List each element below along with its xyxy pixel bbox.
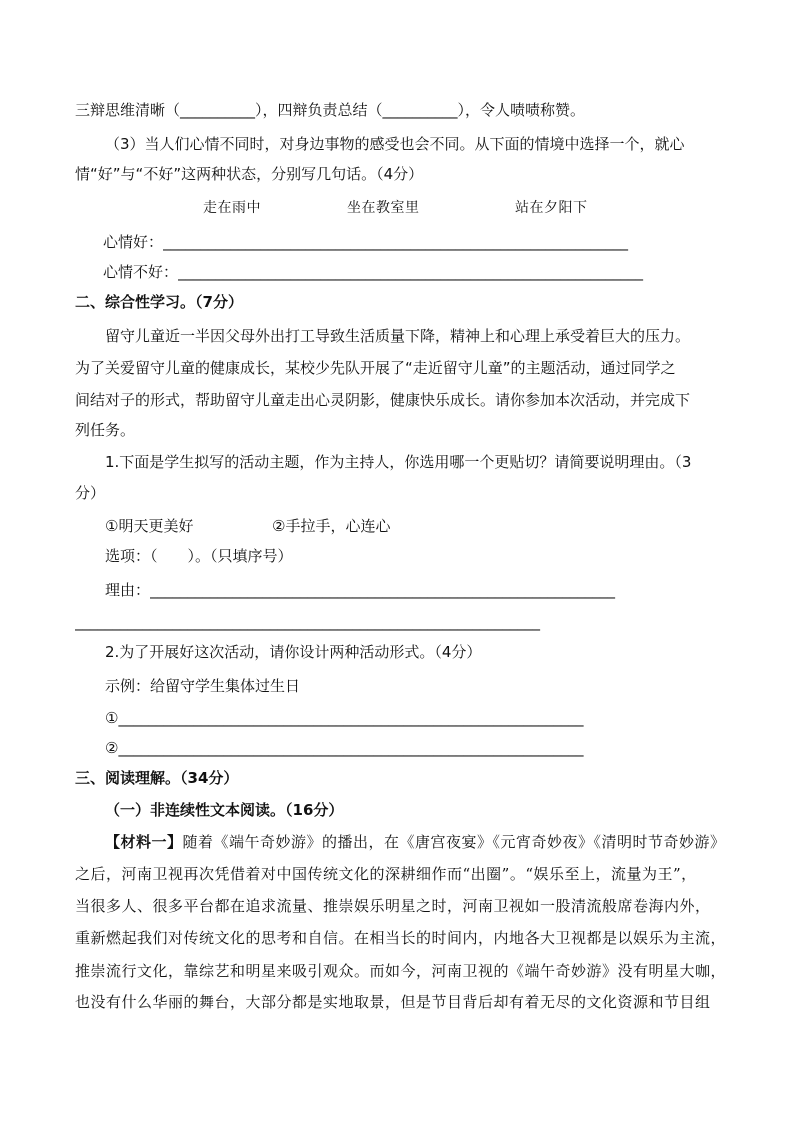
example-line: 示例：给留守学生集体过生日 <box>105 677 301 695</box>
answer-blank-reason-1[interactable]: ______________________________________________________________ <box>150 581 616 599</box>
material-1-text-1: 随着《端午奇妙游》的播出，在《唐宫夜宴》《元宵奇妙夜》《清明时节奇妙游》 <box>182 833 726 851</box>
task-1-line-1: 1.下面是学生拟写的活动主题，作为主持人，你选用哪一个更贴切？请简要说明理由。（3 <box>105 453 692 471</box>
task-1-line-2: 分） <box>75 484 106 502</box>
activity-row-1 <box>105 707 710 729</box>
topic-option-2: ②手拉手，心连心 <box>272 517 391 535</box>
topic-option-1: ①明天更美好 <box>105 517 194 535</box>
mood-good-label: 心情好： <box>103 233 164 251</box>
activity-marker-1: ① <box>105 709 119 727</box>
task-2-line: 2.为了开展好这次活动，请你设计两种活动形式。（4分） <box>105 643 482 661</box>
section-2-paragraph-line-2: 为了关爱留守儿童的健康成长，某校少先队开展了“走近留守儿童”的主题活动，通过同学之 <box>75 359 676 377</box>
reason-row-2 <box>75 611 712 633</box>
material-1-line-4: 重新燃起我们对传统文化的思考和自信。在相当长的时间内，内地各大卫视都是以娱乐为主流， <box>75 929 727 947</box>
answer-blank-mood-bad[interactable]: ______________________________________________________________ <box>178 263 644 281</box>
subsection-1-title: （一）非连续性文本阅读。（16分） <box>105 801 344 819</box>
section-2-paragraph-line-1: 留守儿童近一半因父母外出打工导致生活质量下降，精神上和心理上承受着巨大的压力。 <box>105 327 691 345</box>
material-1-line-6: 也没有什么华丽的舞台，大部分都是实地取景，但是节目背后却有着无尽的文化资源和节目组 <box>75 993 711 1011</box>
scene-option-2: 坐在教室里 <box>347 200 420 216</box>
mood-good-row <box>103 231 705 253</box>
mood-bad-label: 心情不好： <box>103 263 179 281</box>
activity-marker-2: ② <box>105 739 119 757</box>
material-1-line-1 <box>105 831 726 853</box>
material-1-line-2: 之后，河南卫视再次凭借着对中国传统文化的深耕细作而“出圈”。“娱乐至上，流量为王”， <box>75 865 697 883</box>
answer-blank-reason-2[interactable]: ______________________________________________________________ <box>75 613 540 631</box>
choice-label: 选项：（ ）。（只填序号） <box>105 547 293 565</box>
answer-blank-mood-good[interactable]: ______________________________________________________________ <box>163 233 629 251</box>
scene-option-1: 走在雨中 <box>203 200 261 216</box>
fill-in-line: 三辩思维清晰（__________），四辩负责总结（__________），令人啧啧称赞。 <box>75 101 586 119</box>
section-3-title: 三、阅读理解。（34分） <box>75 769 239 787</box>
section-2-paragraph-line-3: 间结对子的形式，帮助留守儿童走出心灵阴影，健康快乐成长。请你参加本次活动，并完成下 <box>75 391 691 409</box>
question-3-line-1: （3）当人们心情不同时，对身边事物的感受也会不同。从下面的情境中选择一个，就心 <box>105 135 685 153</box>
material-1-line-3: 当很多人、很多平台都在追求流量、推崇娱乐明星之时，河南卫视如一股清流般席卷海内外， <box>75 897 711 915</box>
section-2-paragraph-line-4: 列任务。 <box>75 421 136 439</box>
scene-option-3: 站在夕阳下 <box>515 200 588 216</box>
question-3-line-2: 情“好”与“不好”这两种状态，分别写几句话。（4分） <box>75 165 424 183</box>
reason-label: 理由： <box>105 581 151 599</box>
mood-bad-row <box>103 261 705 283</box>
answer-blank-activity-2[interactable]: ______________________________________________________________ <box>118 739 584 757</box>
material-1-line-5: 推崇流行文化，靠综艺和明星来吸引观众。而如今，河南卫视的《端午奇妙游》没有明星大咖， <box>75 962 727 980</box>
answer-blank-activity-1[interactable]: ______________________________________________________________ <box>118 709 584 727</box>
material-1-tag: 【材料一】 <box>105 833 183 851</box>
reason-row <box>105 579 717 601</box>
section-2-title: 二、综合性学习。（7分） <box>75 293 243 311</box>
activity-row-2 <box>105 737 710 759</box>
